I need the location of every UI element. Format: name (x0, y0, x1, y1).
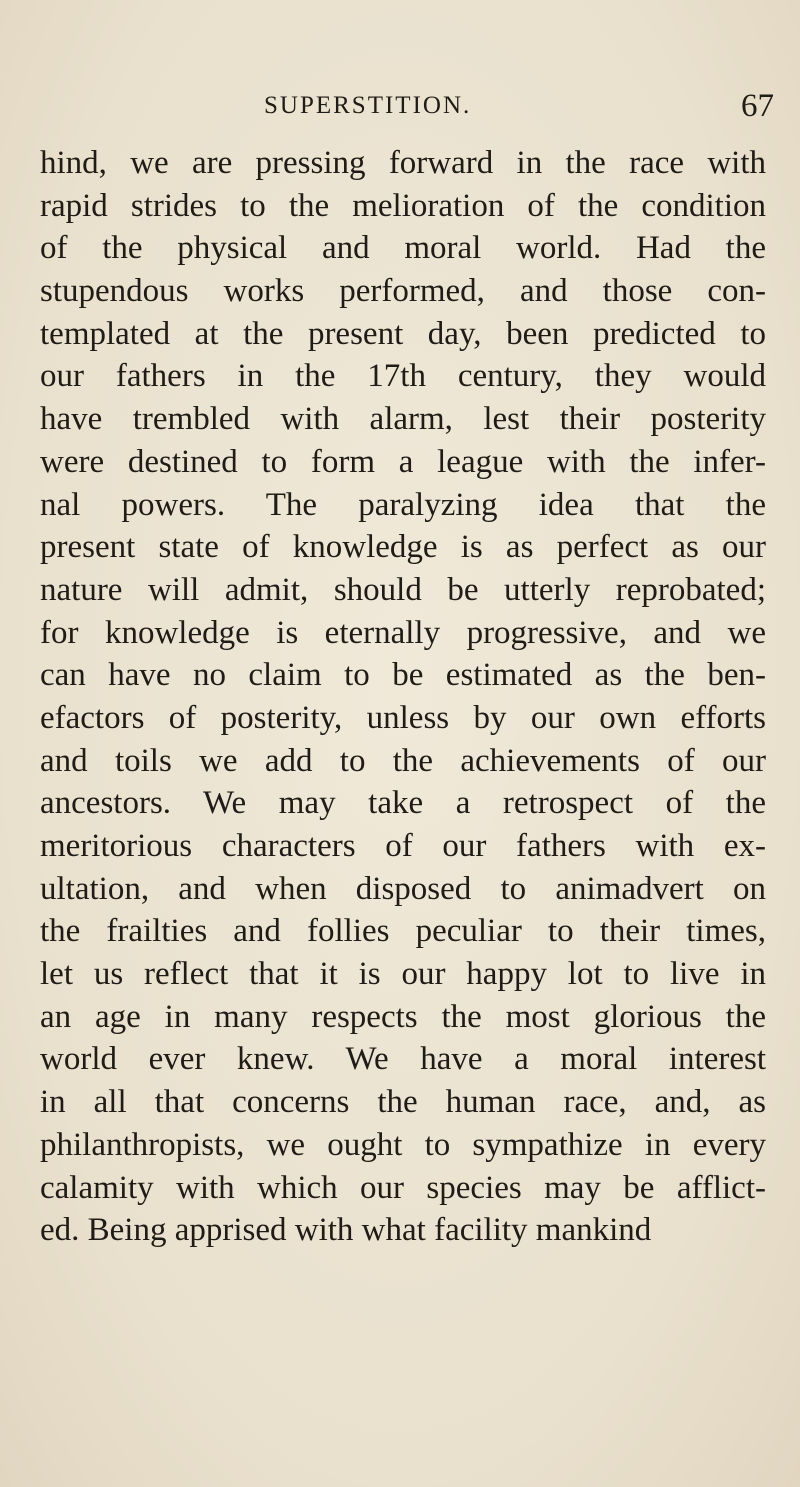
text-line: present state of knowledge is as perfect as our (40, 529, 766, 566)
text-line: in all that concerns the human race, and, as (40, 1084, 766, 1121)
running-head-title: SUPERSTITION. (264, 92, 472, 119)
text-line: have trembled with alarm, lest their posterity (40, 401, 766, 438)
text-line: can have no claim to be estimated as the ben- (40, 657, 766, 694)
text-line: nature will admit, should be utterly reprobated; (40, 571, 766, 608)
body-text (40, 142, 766, 1252)
text-line: ultation, and when disposed to animadvert on (40, 870, 766, 907)
text-line: for knowledge is eternally progressive, and we (40, 614, 766, 651)
text-line: were destined to form a league with the infer- (40, 443, 766, 480)
text-line: philanthropists, we ought to sympathize in every (40, 1126, 766, 1163)
text-line: meritorious characters of our fathers with ex- (40, 828, 766, 864)
text-line: ancestors. We may take a retrospect of the (40, 785, 766, 822)
text-line: rapid strides to the melioration of the condition (40, 187, 766, 224)
text-line: ed. Being apprised with what facility mankind (40, 1212, 652, 1249)
text-line: let us reflect that it is our happy lot to live in (40, 956, 766, 993)
running-head (264, 88, 774, 128)
text-line: an age in many respects the most glorious the (40, 998, 766, 1035)
text-line: stupendous works performed, and those con- (40, 273, 766, 310)
text-line: templated at the present day, been predicted to (40, 315, 766, 352)
text-line: calamity with which our species may be afflict- (40, 1169, 766, 1206)
text-line: and toils we add to the achievements of our (40, 742, 766, 779)
text-line: world ever knew. We have a moral interest (40, 1041, 766, 1078)
text-line: the frailties and follies peculiar to their times, (40, 913, 766, 950)
text-line: of the physical and moral world. Had the (40, 230, 766, 267)
page-number: 67 (741, 88, 774, 124)
text-line: nal powers. The paralyzing idea that the (40, 486, 766, 523)
text-line: efactors of posterity, unless by our own efforts (40, 699, 766, 736)
text-line: hind, we are pressing forward in the race with (40, 145, 766, 181)
text-line: our fathers in the 17th century, they would (40, 358, 766, 395)
